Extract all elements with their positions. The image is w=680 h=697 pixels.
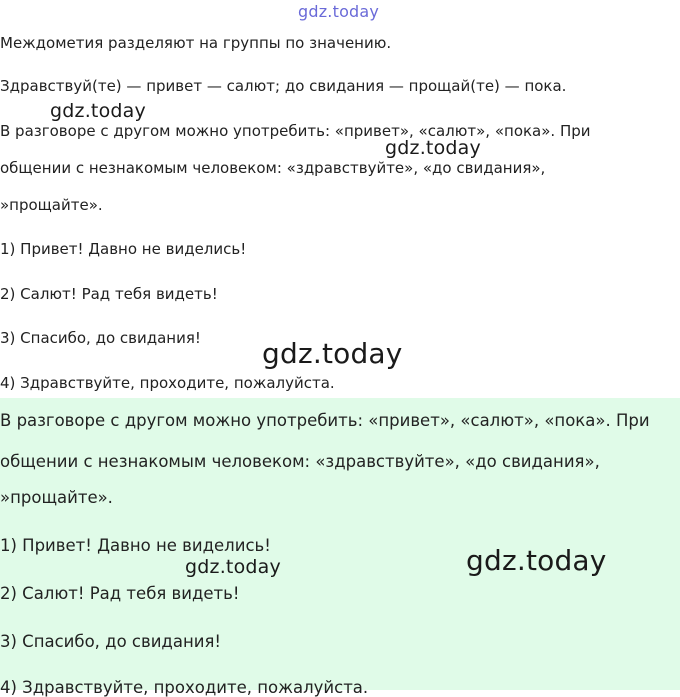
paragraph-usage-line1: В разговоре с другом можно употребить: «привет», «салют», «пока». При [0, 122, 591, 140]
watermark-top: gdz.today [298, 2, 380, 21]
example-item-4: 4) Здравствуйте, проходите, пожалуйста. [0, 374, 335, 392]
watermark: gdz.today [50, 100, 146, 122]
paragraph-intro: Междометия разделяют на группы по значению. [0, 34, 392, 52]
answer-usage-line2: общении с незнакомым человеком: «здравствуйте», «до свидания», [0, 452, 600, 471]
example-item-3: 3) Спасибо, до свидания! [0, 329, 201, 347]
paragraph-synonyms: Здравствуй(те) — привет — салют; до свидания — прощай(те) — пока. [0, 77, 567, 95]
paragraph-usage-line2: общении с незнакомым человеком: «здравствуйте», «до свидания», [0, 159, 546, 177]
watermark: gdz.today [466, 544, 607, 577]
answer-item-2: 2) Салют! Рад тебя видеть! [0, 584, 240, 603]
paragraph-usage-line3: »прощайте». [0, 196, 103, 214]
example-item-1: 1) Привет! Давно не виделись! [0, 240, 247, 258]
answer-usage-line3: »прощайте». [0, 488, 113, 507]
answer-item-3: 3) Спасибо, до свидания! [0, 632, 221, 651]
answer-item-4: 4) Здравствуйте, проходите, пожалуйста. [0, 678, 369, 697]
watermark: gdz.today [385, 137, 481, 159]
answer-item-1: 1) Привет! Давно не виделись! [0, 536, 271, 555]
answer-usage-line1: В разговоре с другом можно употребить: «привет», «салют», «пока». При [0, 411, 650, 430]
example-item-2: 2) Салют! Рад тебя видеть! [0, 285, 218, 303]
watermark: gdz.today [262, 337, 403, 370]
watermark: gdz.today [185, 556, 281, 578]
